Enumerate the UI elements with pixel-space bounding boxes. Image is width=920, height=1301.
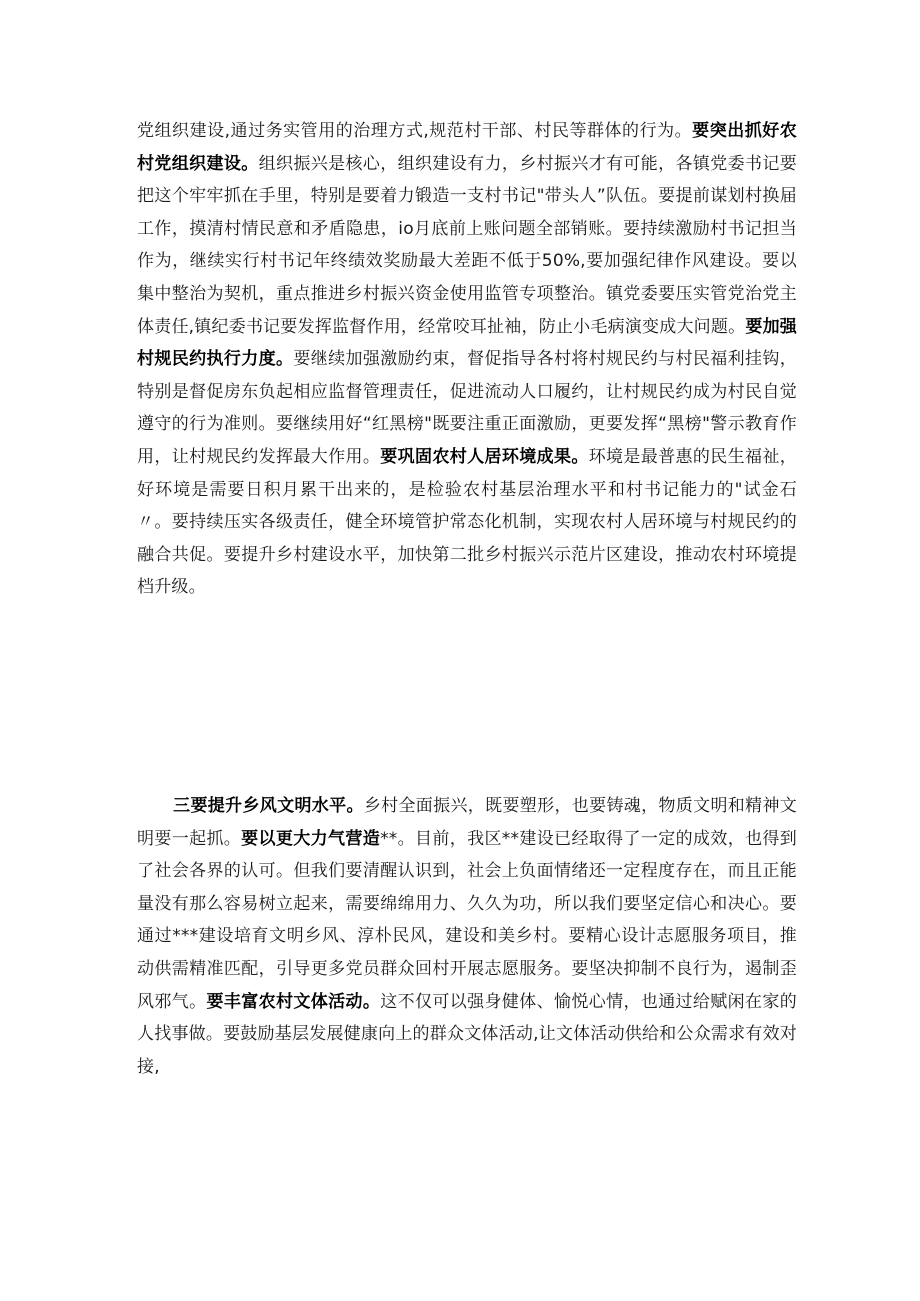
para1-seg-3: 组织振兴是核心，组织建设有力，乡村振兴才有可能，各镇党委书记要把这个牢牢抓在手里，特别是要着力锻造一支村书记"带头人”队伍。要提前谋划村换届工作，摸清村情民意和矛盾隐患，io月底前上账问题全部销账。要持续激励村书记担当作为，继续实行村书记年终绩效奖励最大差距不低于50%,要加强纪律作风建设。要以集中整治为契机，重点推进乡村振兴资金使用监管专项整治。镇党委要压实管党治党主体责任,镇纪委书记要发挥监督作用，经常咬耳扯袖，防止小毛病演变成大问题。 bbox=[137, 153, 797, 337]
para2-heading-civility: 三要提升乡风文明水平。 bbox=[173, 796, 364, 816]
para1-heading-party-building: 要突出抓好农村党组织建设。 bbox=[137, 121, 798, 174]
para2-heading-effort: 要以更大力气营造 bbox=[241, 828, 381, 849]
para1-seg-1: 党组织建设,通过务实管用的治理方式,规范村干部、村民等群体的行为。 bbox=[137, 121, 693, 141]
para2-seg-4: **。目前，我区**建设已经取得了一定的成效，也得到了社会各界的认可。但我们要清醒认识到，社会上负面情绪还一定程度存在，而且正能量没有那么容易树立起来，需要绵绵用力、久久为功，所以我们要坚定信心和决心。要通过***建设培育文明乡风、淳朴民风，建设和美乡村。要精心设计志愿服务项目，推动供需精准匹配，引导更多党员群众回村开展志愿服务。要坚决抑制不良行为，遏制歪风邪气。 bbox=[137, 828, 797, 1012]
paragraph-2 bbox=[137, 790, 797, 1083]
para2-seg-6: 这不仅可以强身健体、愉悦心情，也通过给赋闲在家的人找事做。要鼓励基层发展健康向上的群众文体活动,让文体活动供给和公众需求有效对接, bbox=[137, 991, 797, 1077]
para1-seg-5: 要继续加强激励约束，督促指导各村将村规民约与村民福利挂钩，特别是督促房东负起相应监督管理责任，促进流动人口履约，让村规民约成为村民自觉遵守的行为准则。要继续用好“红黑榜"既要注重正面激励，更要发挥“黑榜"警示教育作用，让村规民约发挥最大作用。 bbox=[137, 349, 797, 467]
para2-seg-2: 乡村全面振兴，既要塑形，也要铸魂，物质文明和精神文明要一起抓。 bbox=[137, 796, 798, 849]
para1-heading-village-rules: 要加强村规民约执行力度。 bbox=[137, 316, 797, 370]
para1-seg-7: 环境是最普惠的民生福祉，好环境是需要日积月累干出来的，是检验农村基层治理水平和村书记能力的"试金石〃。要持续压实各级责任，健全环境管护常态化机制，实现农村人居环境与村规民约的融合共促。要提升乡村建设水平，加快第二批乡村振兴示范片区建设，推动农村环境提档升级。 bbox=[137, 446, 797, 598]
para1-heading-living-environment: 要巩固农村人居环境成果。 bbox=[380, 446, 589, 467]
paragraph-1 bbox=[137, 115, 797, 604]
para2-heading-cultural-activities: 要丰富农村文体活动。 bbox=[206, 991, 381, 1012]
